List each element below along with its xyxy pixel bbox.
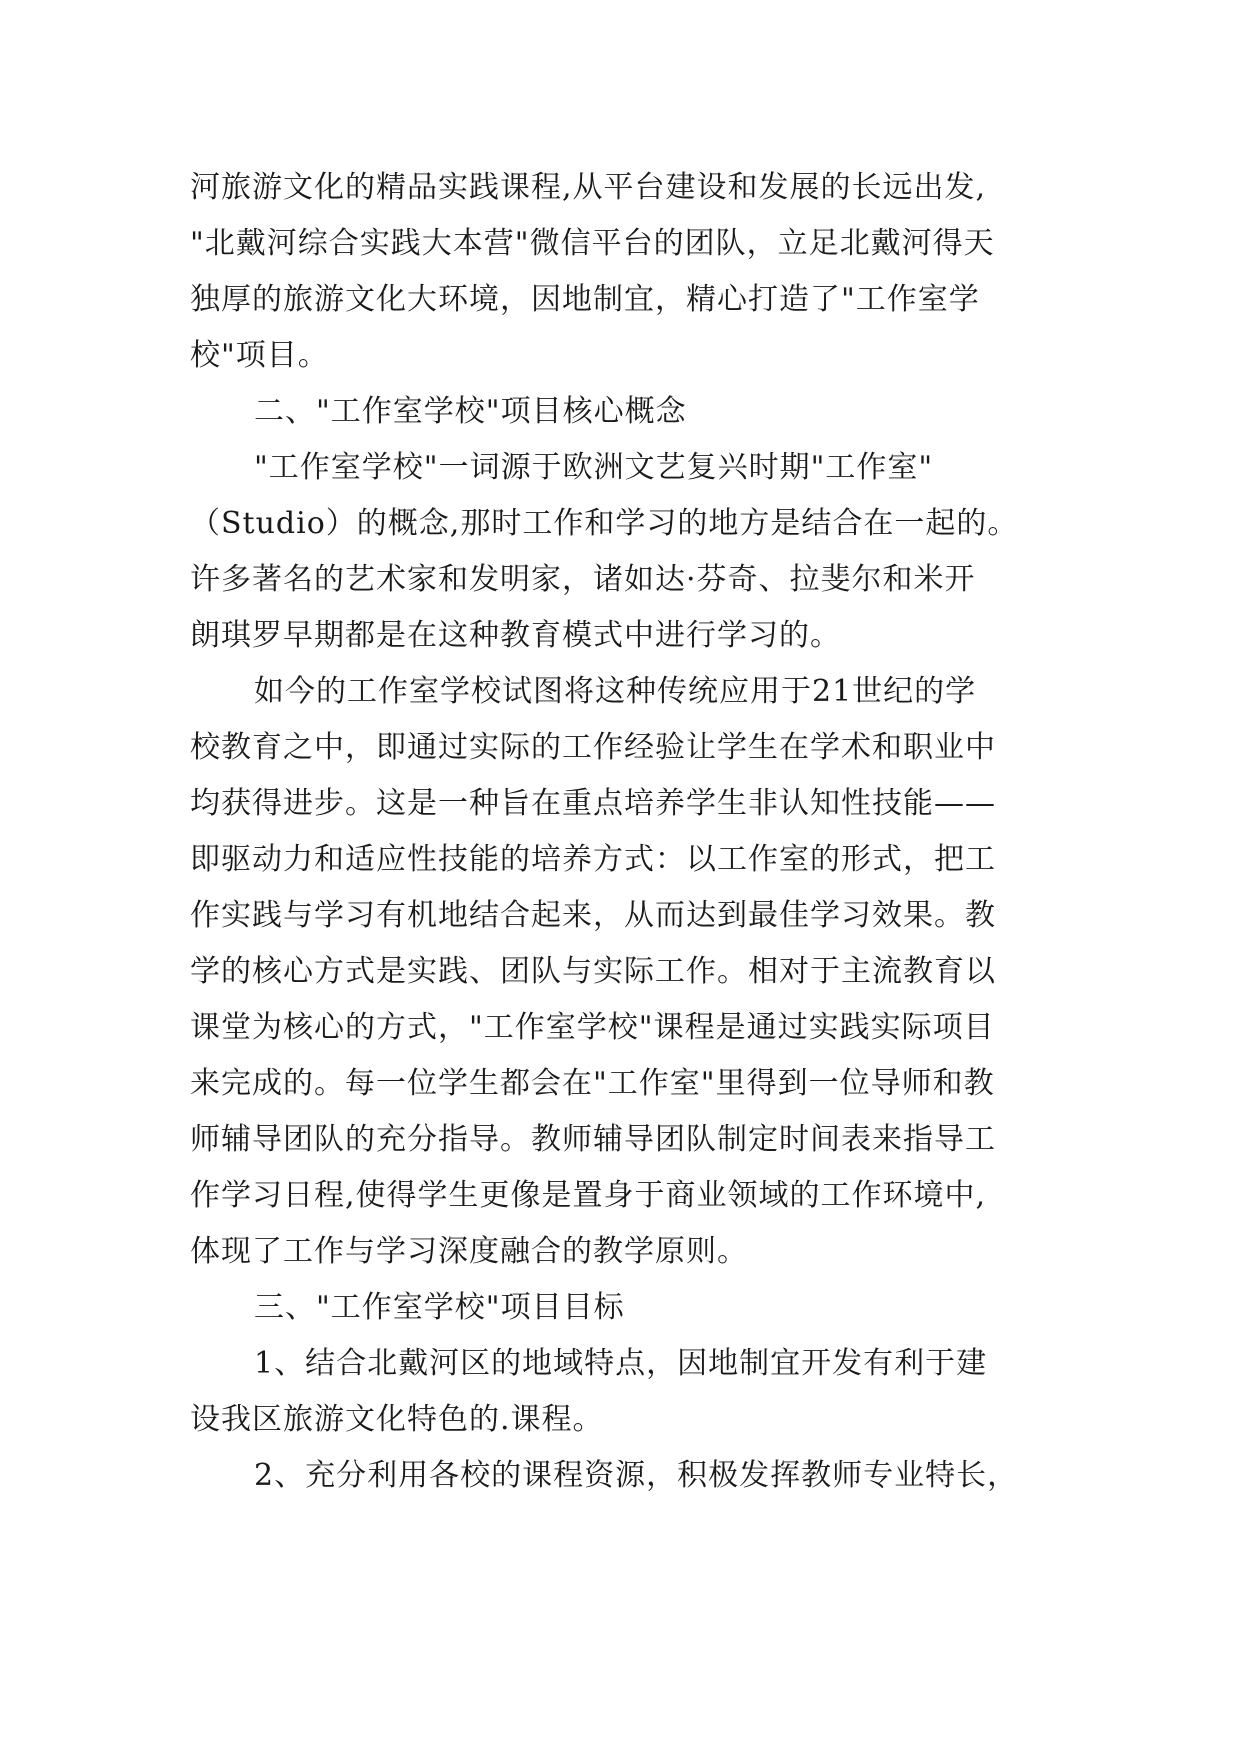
- paragraph-line: 学的核心方式是实践、团队与实际工作。相对于主流教育以: [190, 954, 996, 989]
- paragraph-line: 作实践与学习有机地结合起来，从而达到最佳学习效果。教: [190, 898, 996, 933]
- paragraph-line: 朗琪罗早期都是在这种教育模式中进行学习的。: [190, 618, 841, 653]
- paragraph-line: 校教育之中，即通过实际的工作经验让学生在学术和职业中: [190, 730, 996, 765]
- paragraph-line: 设我区旅游文化特色的.课程。: [190, 1402, 604, 1437]
- section-heading: 三、"工作室学校"项目目标: [254, 1290, 625, 1325]
- paragraph-line: 师辅导团队的充分指导。教师辅导团队制定时间表来指导工: [190, 1122, 996, 1157]
- paragraph-line: 河旅游文化的精品实践课程,从平台建设和发展的长远出发,: [190, 170, 987, 205]
- paragraph-line: 如今的工作室学校试图将这种传统应用于21世纪的学: [254, 674, 977, 709]
- paragraph-line: 1、结合北戴河区的地域特点，因地制宜开发有利于建: [254, 1346, 988, 1381]
- paragraph-line: 体现了工作与学习深度融合的教学原则。: [190, 1234, 748, 1269]
- section-heading: 二、"工作室学校"项目核心概念: [254, 394, 687, 429]
- paragraph-line: 独厚的旅游文化大环境，因地制宜，精心打造了"工作室学: [190, 282, 980, 317]
- paragraph-line: 许多著名的艺术家和发明家，诸如达·芬奇、拉斐尔和米开: [190, 562, 976, 597]
- paragraph-line: 校"项目。: [190, 338, 329, 373]
- paragraph-line: 均获得进步。这是一种旨在重点培养学生非认知性技能——: [190, 786, 996, 821]
- paragraph-line: 即驱动力和适应性技能的培养方式：以工作室的形式，把工: [190, 842, 996, 877]
- paragraph-line: 来完成的。每一位学生都会在"工作室"里得到一位导师和教: [190, 1066, 995, 1101]
- document-page: [190, 160, 1050, 1720]
- paragraph-line: 2、充分利用各校的课程资源，积极发挥教师专业特长，: [254, 1458, 1019, 1493]
- paragraph-line: "工作室学校"一词源于欧洲文艺复兴时期"工作室": [254, 450, 934, 485]
- paragraph-line: "北戴河综合实践大本营"微信平台的团队，立足北戴河得天: [190, 226, 995, 261]
- paragraph-line: （Studio）的概念,那时工作和学习的地方是结合在一起的。: [190, 506, 1019, 541]
- paragraph-line: 课堂为核心的方式，"工作室学校"课程是通过实践实际项目: [190, 1010, 995, 1045]
- paragraph-line: 作学习日程,使得学生更像是置身于商业领域的工作环境中,: [190, 1178, 987, 1213]
